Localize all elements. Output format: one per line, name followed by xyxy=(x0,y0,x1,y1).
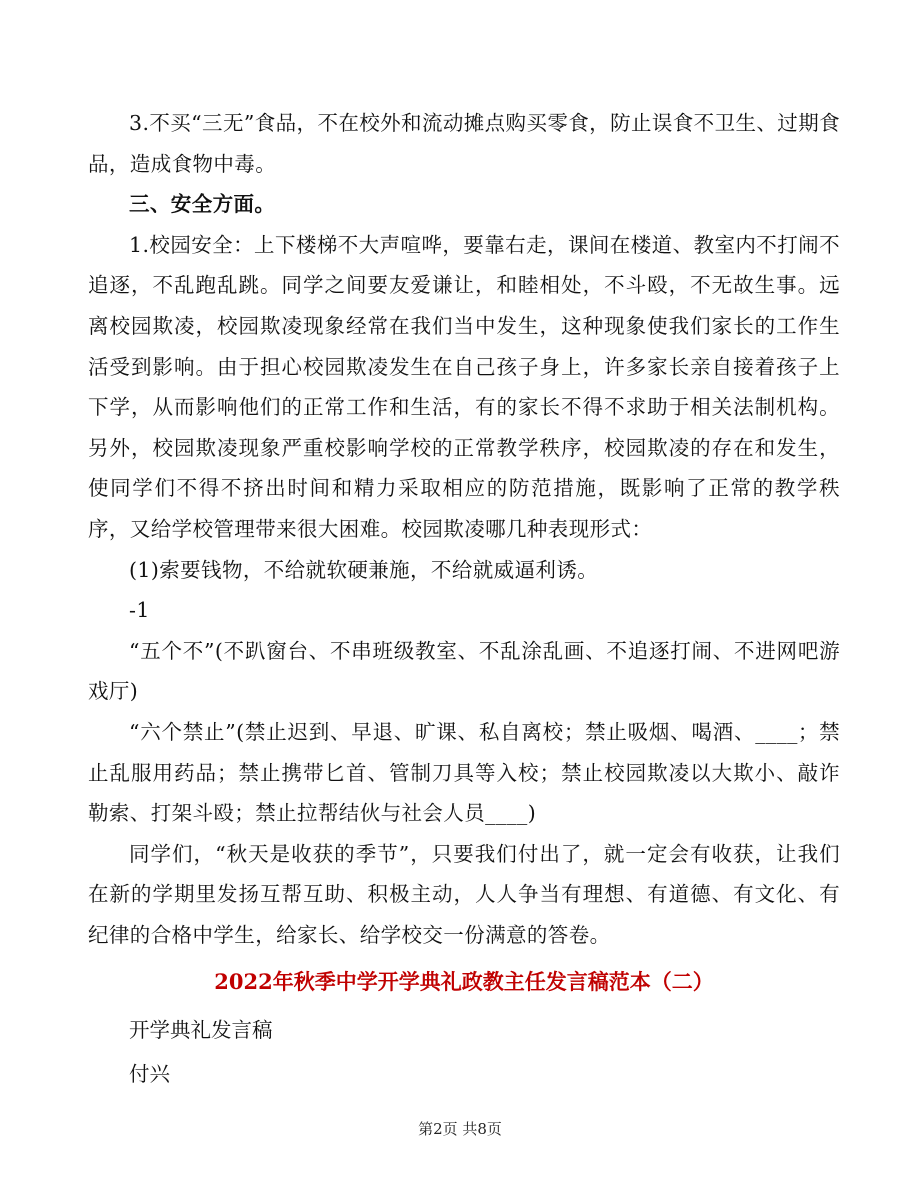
paragraph-fragment: -1 xyxy=(129,598,150,623)
document-body xyxy=(88,103,840,955)
document-title: 2022年秋季中学开学典礼政教主任发言稿范本（二） xyxy=(214,969,714,994)
subtitle-line: 开学典礼发言稿 xyxy=(129,1018,273,1042)
paragraph-closing: 同学们，“秋天是收获的季节”，只要我们付出了，就一定会有收获，让我们在新的学期里发扬互帮互助、积极主动，人人争当有理想、有道德、有文化、有纪律的合格中学生，给家长、给学校交一份满意的答卷。 xyxy=(88,841,840,947)
paragraph-bullying-form: (1)索要钱物，不给就软硬兼施，不给就威逼利诱。 xyxy=(129,557,599,582)
paragraph-five-nos: “五个不”(不趴窗台、不串班级教室、不乱涂乱画、不追逐打闹、不进网吧游戏厅) xyxy=(88,638,840,704)
paragraph-campus-safety: 1.校园安全：上下楼梯不大声喧哗，要靠右走，课间在楼道、教室内不打闹不追逐，不乱跑乱跳。同学之间要友爱谦让，和睦相处，不斗殴，不无故生事。远离校园欺凌，校园欺凌现象经常在我们当中发生，这种现象使我们家长的工作生活受到影响。由于担心校园欺凌发生在自己孩子身上，许多家长亲自接着孩子上下学，从而影响他们的正常工作和生活，有的家长不得不求助于相关法制机构。另外，校园欺凌现象严重校影响学校的正常教学秩序，校园欺凌的存在和发生，使同学们不得不挤出时间和精力采取相应的防范措施，既影响了正常的教学秩序，又给学校管理带来很大困难。校园欺凌哪几种表现形式： xyxy=(88,232,840,541)
paragraph-six-prohibitions: “六个禁止”(禁止迟到、早退、旷课、私自离校；禁止吸烟、喝酒、____；禁止乱服用药品；禁止携带匕首、管制刀具等入校；禁止校园欺凌以大欺小、敲诈勒索、打架斗殴；禁止拉帮结伙与社会人员____) xyxy=(88,719,840,826)
author-line: 付兴 xyxy=(129,1062,170,1086)
section-heading-safety: 三、安全方面。 xyxy=(129,192,276,217)
page-footer: 第2页 共8页 xyxy=(418,1120,502,1138)
paragraph-food-safety: 3.不买“三无”食品，不在校外和流动摊点购买零食，防止误食不卫生、过期食品，造成食物中毒。 xyxy=(88,111,840,176)
title-followup xyxy=(88,1008,840,1096)
